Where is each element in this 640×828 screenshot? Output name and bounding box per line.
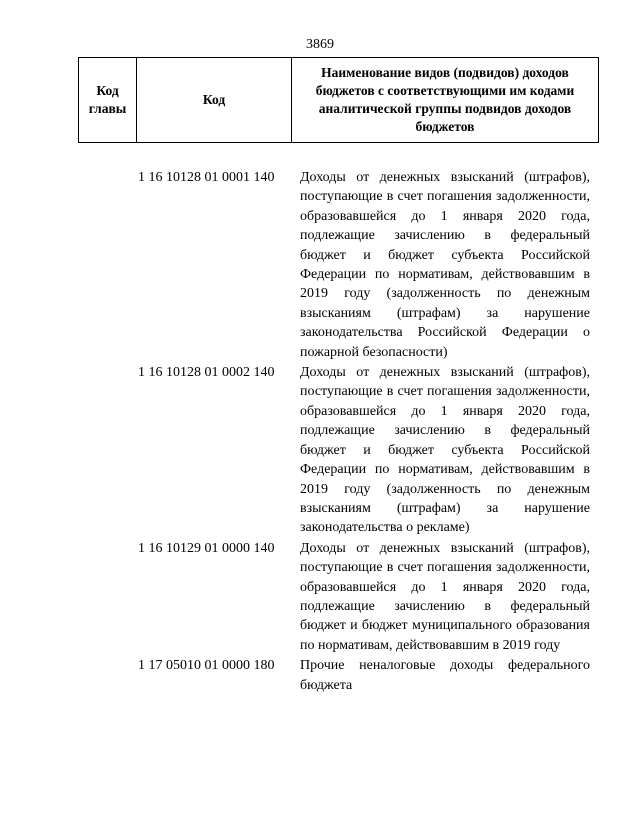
row-code: 1 16 10128 01 0001 140 — [138, 170, 275, 185]
row-description: Прочие неналоговые доходы федерального бюджета — [300, 658, 590, 693]
row-code: 1 17 05010 01 0000 180 — [138, 658, 275, 674]
row-code: 1 16 10129 01 0000 140 — [138, 540, 275, 556]
table-row — [138, 168, 590, 362]
row-description: Доходы от денежных взысканий (штрафов), поступающие в счет погашения задолженности, образовавшейся до 1 января 2020 года, подлежащие зачислению в федеральный бюджет и бюджет муниципального образования по нормативам, действовавшим в 2019 году — [300, 540, 590, 653]
header-code: Код — [137, 58, 292, 143]
row-code: 1 16 10128 01 0002 140 — [138, 365, 275, 381]
header-name: Наименование видов (подвидов) доходов бюджетов с соответствующими им кодами аналитической группы подвидов доходов бюджетов — [292, 58, 599, 143]
table-row — [138, 539, 590, 655]
page-number: 3869 — [306, 37, 334, 52]
table-row — [138, 656, 590, 695]
table-row — [138, 363, 590, 538]
table-body — [138, 168, 590, 696]
row-description: Доходы от денежных взысканий (штрафов), поступающие в счет погашения задолженности, образовавшейся до 1 января 2020 года, подлежащие зачислению в федеральный бюджет и бюджет субъекта Российской Федерации по нормативам, действовавшим в 2019 году (задолженность по денежным взысканиям (штрафам) за нарушение законодательства о рекламе) — [300, 365, 590, 536]
header-chapter-code: Код главы — [79, 58, 137, 143]
table-header — [78, 57, 599, 143]
row-description: Доходы от денежных взысканий (штрафов), поступающие в счет погашения задолженности, образовавшейся до 1 января 2020 года, подлежащие зачислению в федеральный бюджет и бюджет субъекта Российской Федерации по нормативам, действовавшим в 2019 году (задолженность по денежным взысканиям (штрафам) за нарушение законодательства Российской Федерации о пожарной безопасности) — [300, 170, 590, 360]
